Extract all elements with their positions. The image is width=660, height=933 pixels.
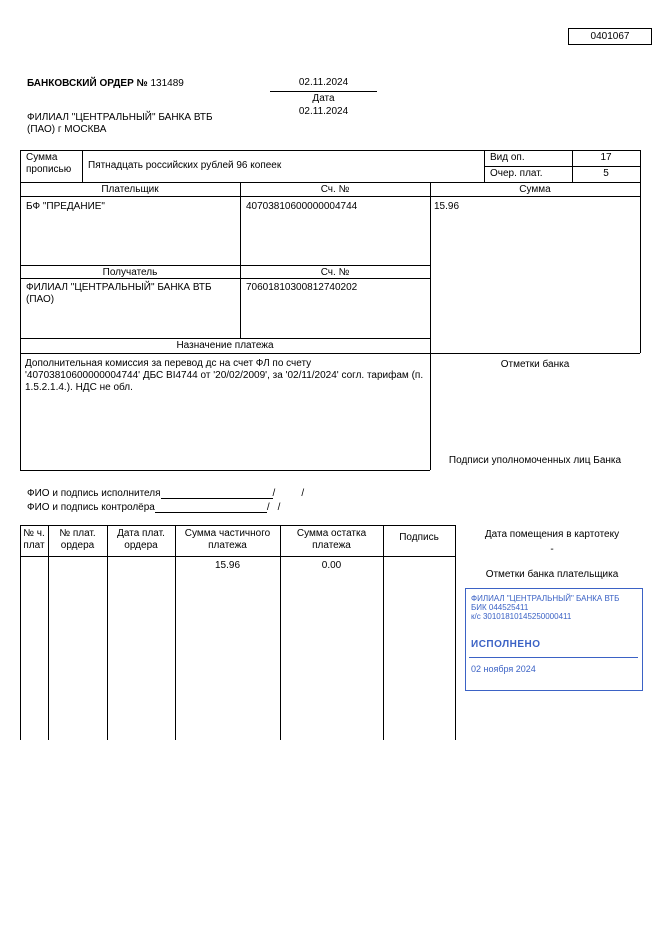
date-underline	[270, 91, 377, 92]
border-line	[20, 182, 640, 183]
payee-account: 70601810300812740202	[246, 282, 358, 293]
payer-bank-marks-label: Отметки банка плательщика	[485, 569, 619, 580]
border-line	[455, 525, 456, 740]
border-line	[20, 338, 430, 339]
sum-header: Сумма	[519, 184, 551, 195]
title-label: БАНКОВСКИЙ ОРДЕР №	[27, 78, 148, 89]
slash: /	[277, 502, 281, 513]
border-line	[640, 150, 641, 353]
amount-words-label-1: Сумма	[26, 152, 58, 163]
border-line	[20, 470, 430, 471]
stamp-divider	[469, 657, 638, 658]
form-code-box	[568, 28, 652, 45]
payee-name-line2: (ПАО)	[26, 294, 55, 305]
stamp-status: ИСПОЛНЕНО	[471, 639, 541, 650]
card-file-label: Дата помещения в картотеку	[484, 529, 620, 540]
slash: /	[272, 488, 276, 499]
order-number: 131489	[150, 78, 184, 89]
purpose-header: Назначение платежа	[176, 340, 274, 351]
controller-label: ФИО и подпись контролёра	[27, 502, 155, 513]
slash: /	[301, 488, 305, 499]
col-header-order-number: № плат. ордера	[59, 528, 96, 551]
payer-account: 40703810600000004744	[246, 201, 358, 212]
executor-label: ФИО и подпись исполнителя	[27, 488, 161, 499]
payee-name-line1: ФИЛИАЛ "ЦЕНТРАЛЬНЫЙ" БАНКА ВТБ	[26, 282, 212, 293]
payer-account-header: Сч. №	[320, 184, 350, 195]
amount-words-label-2: прописью	[26, 164, 72, 175]
date-value: 02.11.2024	[298, 77, 349, 88]
border-line	[484, 150, 485, 182]
sum-value: 15.96	[434, 201, 460, 212]
border-line	[20, 525, 455, 526]
controller-signature-row	[27, 500, 280, 513]
card-file-value: -	[550, 544, 554, 555]
bank-marks-label: Отметки банка	[500, 359, 570, 370]
payee-account-header: Сч. №	[320, 267, 350, 278]
date-value-2: 02.11.2024	[298, 106, 349, 117]
op-type-value: 17	[600, 152, 612, 163]
stamp-bank-name: ФИЛИАЛ "ЦЕНТРАЛЬНЫЙ" БАНКА ВТБ	[471, 594, 620, 603]
border-line	[20, 150, 21, 470]
bank-name-line1: ФИЛИАЛ "ЦЕНТРАЛЬНЫЙ" БАНКА ВТБ	[27, 112, 213, 123]
payee-header: Получатель	[102, 267, 158, 278]
slash: /	[266, 502, 270, 513]
border-line	[20, 353, 640, 354]
border-line	[48, 525, 49, 740]
bank-stamp	[465, 588, 643, 691]
rest-sum-value: 0.00	[321, 560, 342, 571]
signature-underline	[161, 486, 273, 499]
document-title	[27, 78, 184, 90]
signature-underline	[155, 500, 267, 513]
op-type-label: Вид оп.	[490, 152, 525, 163]
stamp-corr-account: к/с 30101810145250000411	[471, 612, 572, 621]
border-line	[20, 556, 455, 557]
col-header-signature: Подпись	[399, 532, 439, 543]
payer-header: Плательщик	[101, 184, 159, 195]
priority-label: Очер. плат.	[490, 168, 543, 179]
border-line	[484, 166, 640, 167]
priority-value: 5	[603, 168, 609, 179]
col-header-partial-sum: Сумма частичного платежа	[184, 528, 271, 551]
border-line	[20, 525, 21, 740]
border-line	[82, 150, 83, 182]
border-line	[383, 525, 384, 740]
bank-signatures-label: Подписи уполномоченных лиц Банка	[448, 455, 622, 466]
purpose-text: Дополнительная комиссия за перевод дс на счет ФЛ по счету '40703810600000004744' ДБС BI4744 от '20/02/2009', за '02/11/2024' согл. тарифам (п. 1.5.2.1.4.). НДС не обл.	[25, 358, 424, 393]
col-header-rest-sum: Сумма остатка платежа	[296, 528, 367, 551]
payer-name: БФ "ПРЕДАНИЕ"	[26, 201, 105, 212]
date-label: Дата	[312, 93, 335, 104]
partial-sum-value: 15.96	[214, 560, 241, 571]
bank-name-line2: (ПАО) г МОСКВА	[27, 124, 107, 135]
border-line	[20, 196, 640, 197]
border-line	[240, 182, 241, 338]
col-header-order-date: Дата плат. ордера	[117, 528, 165, 551]
border-line	[20, 265, 430, 266]
border-line	[107, 525, 108, 740]
stamp-bik: БИК 044525411	[471, 603, 529, 612]
border-line	[20, 150, 640, 151]
stamp-date: 02 ноября 2024	[471, 664, 536, 674]
amount-in-words: Пятнадцать российских рублей 96 копеек	[88, 160, 282, 171]
col-header-part-number: № ч. плат	[23, 528, 45, 551]
border-line	[175, 525, 176, 740]
border-line	[280, 525, 281, 740]
form-code: 0401067	[590, 31, 630, 42]
executor-signature-row	[27, 486, 304, 499]
border-line	[430, 182, 431, 470]
